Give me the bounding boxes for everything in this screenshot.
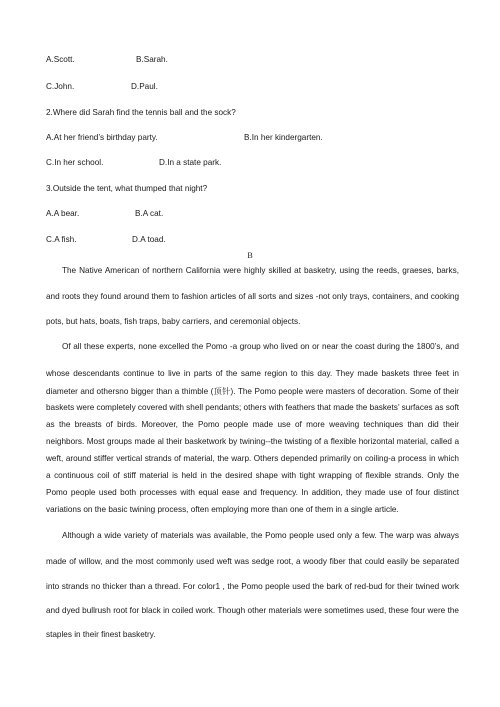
passage-p3-line: into strands no thicker than a thread. For color1 , the Pomo people used the bark of red-bud for their twined work	[46, 582, 459, 591]
passage-p1-line: pots, but hats, boats, fish traps, baby carriers, and ceremonial objects.	[46, 317, 301, 326]
passage-p1-line: and roots they found around them to fashion articles of all sorts and sizes -not only trays, containers, and cooking	[46, 292, 459, 301]
q1-option-d: D.Paul.	[131, 82, 158, 91]
q1-option-a: A.Scott.	[46, 55, 75, 64]
passage-p2-line: baskets were completely covered with shell pendants; others with feathers that made the baskets’ surfaces as soft	[46, 403, 459, 412]
q3-option-c: C.A fish.	[46, 235, 77, 244]
q2-option-c: C.In her school.	[46, 158, 104, 167]
passage-p2-line: diameter and othersno bigger than a thimble (顶针). The Pomo people were masters of decoration. Some of their	[46, 387, 459, 396]
passage-p2-line: Pomo people used both processes with equal ease and frequency. In addition, they made use of four distinct	[46, 488, 459, 497]
passage-p2-line: a continuous coil of stiff material is held in the desired shape with tight wrapping of flexible strands. Only the	[46, 471, 459, 480]
question-2-text: 2.Where did Sarah find the tennis ball and the sock?	[46, 108, 236, 117]
passage-p3-line: Although a wide variety of materials was available, the Pomo people used only a few. The warp was always	[62, 531, 459, 540]
q3-option-d: D.A toad.	[132, 235, 166, 244]
q1-option-c: C.John.	[46, 82, 75, 91]
passage-p2-line: weft, around stiffer vertical strands of material, the warp. Others depended primarily on coiling-a process in which	[46, 454, 459, 463]
q2-option-d: D.In a state park.	[159, 158, 222, 167]
passage-p3-line: staples in their finest basketry.	[46, 630, 156, 639]
passage-p2-line: as the breasts of birds. Moreover, the Pomo people made use of more weaving techniques than did their	[46, 420, 459, 429]
passage-p2-line: Of all these experts, none excelled the Pomo -a group who lived on or near the coast during the 1800’s, and	[62, 342, 459, 351]
q1-option-b: B.Sarah.	[136, 55, 168, 64]
question-3-text: 3.Outside the tent, what thumped that night?	[46, 184, 208, 193]
passage-p3-line: made of willow, and the most commonly used weft was sedge root, a woody fiber that could easily be separated	[46, 557, 459, 566]
q3-option-b: B.A cat.	[135, 209, 164, 218]
q2-option-b: B.In her kindergarten.	[244, 133, 323, 142]
q2-option-a: A.At her friend’s birthday party.	[46, 133, 158, 142]
passage-p2-line: neighbors. Most groups made al their basketwork by twining--the twisting of a flexible horizontal material, called a	[46, 437, 459, 446]
section-label: B	[247, 251, 253, 260]
passage-p2-line: whose descendants continue to live in parts of the same region to this day. They made baskets three feet in	[46, 369, 459, 378]
passage-p2-line: variations on the basic twining process, often employing more than one of them in a single article.	[46, 505, 399, 514]
passage-p1-line: The Native American of northern California were highly skilled at basketry, using the reeds, graeses, barks,	[62, 266, 459, 275]
q3-option-a: A.A bear.	[46, 209, 80, 218]
passage-p3-line: and dyed bullrush root for black in coiled work. Though other materials were sometimes used, these four were the	[46, 606, 459, 615]
